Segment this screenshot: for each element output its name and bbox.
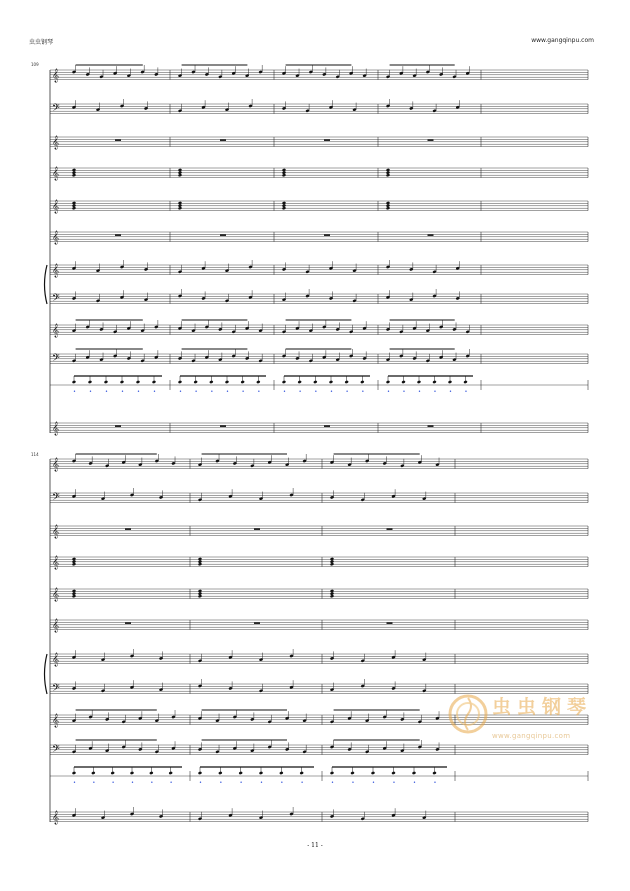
clef-icon: 𝄞 [52, 652, 60, 666]
whole-rest [324, 234, 330, 236]
whole-rest [324, 425, 330, 427]
drum-note [298, 380, 302, 384]
percussion-hit: • [314, 389, 318, 395]
staff-line-group [50, 265, 588, 275]
staff-line-group [50, 459, 588, 469]
clef-icon: 𝄞 [52, 587, 60, 601]
chord-notehead [72, 562, 76, 566]
drum-note [432, 380, 436, 384]
staff-line-group [50, 137, 588, 147]
drum-note [152, 380, 156, 384]
clef-icon: 𝄢 [52, 491, 60, 505]
percussion-hit: • [372, 780, 375, 786]
staff-line-group [50, 70, 588, 80]
whole-rest [324, 139, 330, 141]
drum-note [91, 771, 95, 775]
clef-icon: 𝄞 [52, 263, 60, 277]
percussion-hit: • [413, 780, 416, 786]
percussion-hit: • [260, 780, 263, 786]
page-number: - 11 - [307, 842, 323, 849]
percussion-hit: • [131, 780, 134, 786]
drum-note [448, 380, 452, 384]
percussion-hit: • [73, 780, 76, 786]
percussion-hit: • [433, 780, 437, 786]
percussion-hit: • [433, 389, 437, 395]
percussion-hit: • [73, 389, 76, 395]
clef-icon: 𝄞 [52, 457, 60, 471]
drum-note [178, 380, 182, 384]
whole-rest [254, 622, 260, 624]
percussion-hit: • [402, 389, 406, 395]
percussion-hit: • [449, 389, 452, 395]
drum-note [111, 771, 115, 775]
chord-notehead [282, 206, 286, 210]
drum-note [371, 771, 375, 775]
percussion-hit: • [137, 389, 140, 395]
drum-note [72, 380, 76, 384]
percussion-hit: • [280, 780, 284, 786]
whole-rest [125, 622, 131, 624]
whole-rest [387, 528, 393, 530]
staff-line-group [50, 589, 588, 599]
drum-note [345, 380, 349, 384]
drum-note [279, 771, 283, 775]
drum-note [463, 380, 467, 384]
percussion-hit: • [418, 389, 421, 395]
percussion-hit: • [241, 389, 245, 395]
percussion-hit: • [179, 389, 182, 395]
staff-line-group [50, 104, 588, 114]
whole-rest [220, 425, 226, 427]
clef-icon: 𝄢 [52, 292, 60, 306]
drum-note [282, 380, 286, 384]
drum-note [239, 771, 243, 775]
percussion-hit: • [194, 389, 198, 395]
percussion-hit: • [210, 389, 214, 395]
drum-note [218, 771, 222, 775]
clef-icon: 𝄢 [52, 682, 60, 696]
chord-notehead [198, 594, 202, 598]
chord-notehead [330, 594, 334, 598]
drum-note [391, 771, 395, 775]
drum-note [401, 380, 405, 384]
staff-line-group [50, 168, 588, 178]
drum-note [412, 771, 416, 775]
piano-brace [45, 265, 48, 304]
clef-icon: 𝄢 [52, 102, 60, 116]
drum-note [130, 771, 134, 775]
staff-line-group [50, 232, 588, 242]
staff-line-group [50, 423, 588, 433]
site-name: 虫虫钢琴 [29, 39, 54, 46]
percussion-hit: • [300, 780, 304, 786]
staff-line-group [50, 526, 588, 536]
staff-line-group [50, 325, 588, 335]
staff-line-group [50, 620, 588, 630]
drum-note [136, 380, 140, 384]
whole-rest [254, 528, 260, 530]
drum-note [259, 771, 263, 775]
chord-notehead [282, 173, 286, 177]
percussion-hit: • [331, 780, 334, 786]
clef-icon: 𝄞 [52, 555, 60, 569]
percussion-hit: • [199, 780, 202, 786]
percussion-hit: • [345, 389, 349, 395]
whole-rest [428, 139, 434, 141]
clef-icon: 𝄢 [52, 352, 60, 366]
drum-note [88, 380, 92, 384]
whole-rest [115, 425, 121, 427]
staff-line-group [50, 294, 588, 304]
chord-notehead [198, 562, 202, 566]
whole-rest [387, 622, 393, 624]
percussion-hit: • [121, 389, 124, 395]
whole-rest [115, 139, 121, 141]
clef-icon: 𝄞 [52, 199, 60, 213]
whole-rest [428, 234, 434, 236]
clef-icon: 𝄞 [52, 421, 60, 435]
chord-notehead [72, 594, 76, 598]
clef-icon: 𝄞 [52, 166, 60, 180]
whole-rest [220, 139, 226, 141]
piano-brace [45, 654, 48, 694]
drum-note [329, 380, 333, 384]
drum-note [104, 380, 108, 384]
clef-icon: 𝄢 [52, 743, 60, 757]
percussion-hit: • [89, 389, 92, 395]
watermark-brand: 虫虫钢琴 [492, 696, 593, 718]
percussion-hit: • [169, 780, 173, 786]
percussion-hit: • [330, 389, 333, 395]
clef-icon: 𝄞 [52, 524, 60, 538]
drum-note [300, 771, 304, 775]
whole-rest [125, 528, 131, 530]
percussion-hit: • [392, 780, 396, 786]
drum-note [432, 771, 436, 775]
percussion-hit: • [239, 780, 243, 786]
chord-notehead [72, 173, 76, 177]
clef-icon: 𝄞 [52, 230, 60, 244]
percussion-hit: • [257, 389, 261, 395]
whole-rest [115, 234, 121, 236]
drum-note [149, 771, 153, 775]
percussion-hit: • [150, 780, 154, 786]
percussion-hit: • [92, 780, 96, 786]
drum-note [360, 380, 364, 384]
watermark-logo [446, 686, 626, 756]
percussion-hit: • [387, 389, 390, 395]
chord-notehead [330, 562, 334, 566]
clef-icon: 𝄞 [52, 618, 60, 632]
drum-note [209, 380, 213, 384]
staff-line-group [50, 201, 588, 211]
clef-icon: 𝄞 [52, 323, 60, 337]
clef-icon: 𝄞 [52, 135, 60, 149]
watermark-url: www.gangqinpu.com [492, 732, 571, 740]
whole-rest [428, 425, 434, 427]
drum-note [350, 771, 354, 775]
percussion-hit: • [153, 389, 156, 395]
measure-number-system-2: 114 [31, 452, 39, 457]
chord-notehead [178, 173, 182, 177]
percussion-hit: • [351, 780, 355, 786]
clef-icon: 𝄞 [52, 68, 60, 82]
drum-note [72, 771, 76, 775]
site-url: www.gangqinpu.com [531, 37, 594, 44]
drum-note [330, 771, 334, 775]
staff-line-group [50, 354, 588, 364]
drum-note [313, 380, 317, 384]
drum-note [386, 380, 390, 384]
whole-rest [220, 234, 226, 236]
chord-notehead [72, 206, 76, 210]
clef-icon: 𝄞 [52, 810, 60, 824]
drum-note [198, 771, 202, 775]
drum-note [241, 380, 245, 384]
percussion-hit: • [226, 389, 229, 395]
percussion-hit: • [219, 780, 223, 786]
measure-number-system-1: 109 [31, 62, 39, 67]
percussion-hit: • [298, 389, 302, 395]
drum-note [169, 771, 173, 775]
drum-note [225, 380, 229, 384]
percussion-hit: • [105, 389, 108, 395]
chord-notehead [386, 173, 390, 177]
percussion-hit: • [361, 389, 365, 395]
clef-icon: 𝄞 [52, 713, 60, 727]
drum-note [194, 380, 198, 384]
chord-notehead [178, 206, 182, 210]
percussion-hit: • [283, 389, 286, 395]
staff-line-group [50, 557, 588, 567]
drum-note [120, 380, 124, 384]
percussion-hit: • [464, 389, 468, 395]
chord-notehead [386, 206, 390, 210]
percussion-hit: • [111, 780, 115, 786]
drum-note [417, 380, 421, 384]
drum-note [256, 380, 260, 384]
